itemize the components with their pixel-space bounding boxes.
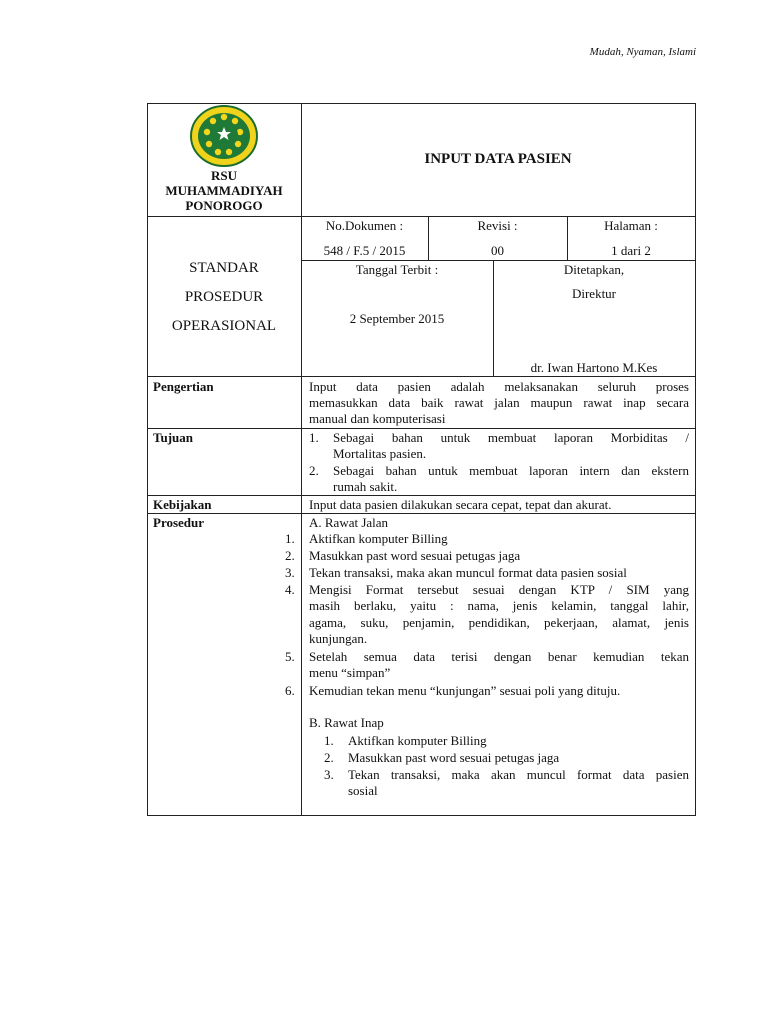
a-item-num: 6. [285, 683, 295, 698]
a-item-line: Tekan transaksi, maka akan muncul format data pasien sosial [309, 565, 627, 580]
direktur-label: Direktur [571, 286, 617, 301]
column-divider [301, 103, 302, 816]
b-item-line: Masukkan past word sesuai petugas jaga [348, 750, 560, 765]
a-item-line: Mengisi Format tersebut sesuai dengan KTP / SIM yang [309, 582, 689, 597]
a-item-line: kunjungan. [309, 631, 368, 646]
prosedur-label: Prosedur [153, 515, 205, 530]
b-item-num: 3. [324, 767, 334, 782]
b-item-line: sosial [348, 783, 378, 798]
revisi-value: 00 [491, 243, 504, 258]
row-divider-kebijakan [147, 495, 696, 496]
document-title: INPUT DATA PASIEN [424, 151, 572, 167]
tanggal-terbit-value: 2 September 2015 [349, 311, 445, 326]
kebijakan-text: Input data pasien dilakukan secara cepat, tepat dan akurat. [309, 497, 612, 512]
a-item-line: masih berlaku, yaitu : nama, jenis kelamin, tanggal lahir, [309, 598, 689, 613]
b-item-line: Tekan transaksi, maka akan muncul format data pasien [348, 767, 689, 782]
tujuan-item-num: 2. [309, 463, 319, 478]
a-item-num: 5. [285, 649, 295, 664]
ditetapkan-label: Ditetapkan, [563, 262, 625, 277]
meta-row-divider [301, 260, 696, 261]
hospital-logo [190, 105, 258, 167]
row-divider-tujuan [147, 428, 696, 429]
a-item-line: Kemudian tekan menu “kunjungan” sesuai poli yang dituju. [309, 683, 621, 698]
tujuan-item-line: Mortalitas pasien. [333, 446, 427, 461]
tujuan-item-line: rumah sakit. [333, 479, 398, 494]
row-divider-header [147, 216, 696, 217]
sop-line3: OPERASIONAL [171, 318, 277, 334]
a-item-line: Aktifkan komputer Billing [309, 531, 448, 546]
pengertian-line: memasukkan data baik rawat jalan maupun rawat inap secara [309, 395, 689, 410]
a-item-line: Masukkan past word sesuai petugas jaga [309, 548, 521, 563]
section-b-heading: B. Rawat Inap [309, 715, 384, 730]
kebijakan-label: Kebijakan [153, 497, 212, 512]
sop-line2: PROSEDUR [184, 289, 264, 305]
b-item-num: 1. [324, 733, 334, 748]
pengertian-label: Pengertian [153, 379, 214, 394]
tujuan-item-num: 1. [309, 430, 319, 445]
a-item-line: agama, suku, penjamin, pendidikan, pekerjaan, alamat, jenis [309, 615, 689, 630]
tujuan-label: Tujuan [153, 430, 193, 445]
a-item-num: 3. [285, 565, 295, 580]
a-item-line: menu “simpan” [309, 665, 391, 680]
sop-line1: STANDAR [189, 260, 259, 276]
a-item-num: 4. [285, 582, 295, 597]
signatory-name: dr. Iwan Hartono M.Kes [530, 360, 658, 375]
org-name-line3: PONOROGO [185, 198, 263, 213]
halaman-value: 1 dari 2 [611, 243, 651, 258]
page-tagline: Mudah, Nyaman, Islami [589, 46, 696, 58]
org-name-line1: RSU [210, 168, 237, 183]
tanggal-terbit-label: Tanggal Terbit : [355, 262, 439, 277]
b-item-line: Aktifkan komputer Billing [348, 733, 487, 748]
section-a-heading: A. Rawat Jalan [309, 515, 389, 530]
table-border-bottom [147, 815, 696, 816]
revisi-label: Revisi : [477, 218, 518, 233]
pengertian-line: manual dan komputerisasi [309, 411, 446, 426]
a-item-num: 1. [285, 531, 295, 546]
doc-no-value: 548 / F.5 / 2015 [323, 243, 406, 258]
table-border-right [695, 103, 696, 816]
a-item-num: 2. [285, 548, 295, 563]
a-item-line: Setelah semua data terisi dengan benar kemudian tekan [309, 649, 689, 664]
doc-no-label: No.Dokumen : [325, 218, 404, 233]
halaman-label: Halaman : [604, 218, 658, 233]
tujuan-item-line: Sebagai bahan untuk membuat laporan intern dan ekstern [333, 463, 689, 478]
b-item-num: 2. [324, 750, 334, 765]
table-border-top [147, 103, 696, 104]
pengertian-line: Input data pasien adalah melaksanakan seluruh proses [309, 379, 689, 394]
org-name-line2: MUHAMMADIYAH [165, 183, 283, 198]
tujuan-item-line: Sebagai bahan untuk membuat laporan Morbiditas / [333, 430, 689, 445]
